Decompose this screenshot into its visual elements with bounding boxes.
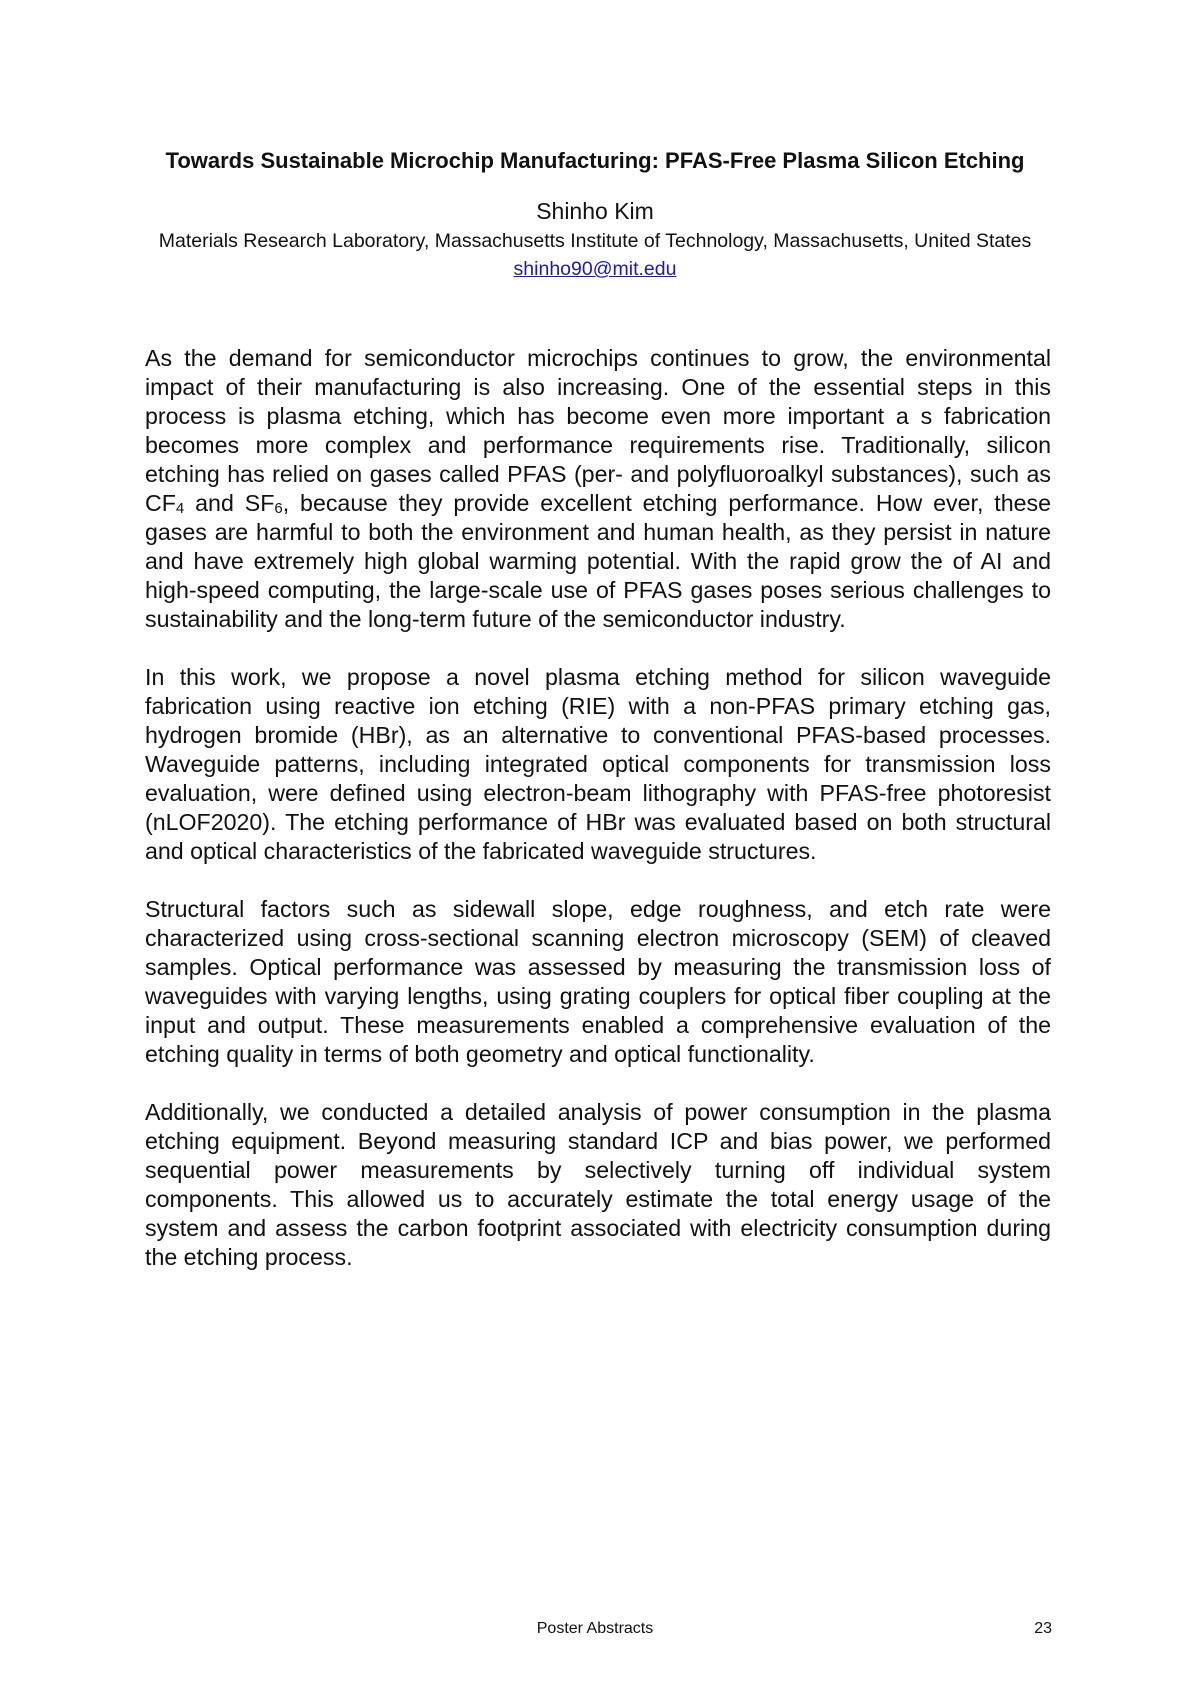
document-title: Towards Sustainable Microchip Manufacturing: PFAS-Free Plasma Silicon Etching bbox=[165, 148, 1025, 173]
paragraph-background bbox=[145, 344, 1051, 634]
abstract-body bbox=[145, 344, 1051, 1301]
paragraph-characterization: Structural factors such as sidewall slope, edge roughness, and etch rate were characterized using cross-sectional scanning electron microscopy (SEM) of cleaved samples. Optical performance was assessed by measuring the transmission loss of waveguides with varying lengths, using grating couplers for optical fiber coupling at the input and output. These measurements enabled a comprehensive evaluation of the etching quality in terms of both geometry and optical functionality. bbox=[145, 896, 1051, 1067]
abstract-header bbox=[145, 146, 1045, 283]
paragraph-background-part-b: and SF bbox=[184, 490, 275, 516]
paragraph-power-analysis: Additionally, we conducted a detailed analysis of power consumption in the plasma etching equipment. Beyond measuring standard ICP and bias power, we performed sequential power measurements by selectively turning off individual system components. This allowed us to accurately estimate the total energy usage of the system and assess the carbon footprint associated with electricity consumption during the etching process. bbox=[145, 1099, 1051, 1270]
sf6-subscript: 6 bbox=[274, 500, 283, 517]
footer-page-number: 23 bbox=[1034, 1620, 1052, 1637]
paragraph-method: In this work, we propose a novel plasma etching method for silicon waveguide fabrication using reactive ion etching (RIE) with a non-PFAS primary etching gas, hydrogen bromide (HBr), as an alternative to conventional PFAS-based processes. Waveguide patterns, including integrated optical components for transmission loss evaluation, were defined using electron-beam lithography with PFAS-free photoresist (nLOF2020). The etching performance of HBr was evaluated based on both structural and optical characteristics of the fabricated waveguide structures. bbox=[145, 664, 1051, 864]
footer-section-label: Poster Abstracts bbox=[536, 1620, 654, 1637]
cf4-subscript: 4 bbox=[175, 500, 185, 517]
paragraph-background-part-a: As the demand for semiconductor microchips continues to grow, the environmental impact of their manufacturing is also increasing. One of the essential steps in this process is plasma etching, which has become even more important a s fabrication becomes more complex and performance requirements rise. Traditionally, silicon etching has relied on gases called PFAS (per- and polyfluoroalkyl substances), such as CF bbox=[145, 345, 1051, 516]
author-email-link[interactable]: shinho90@mit.edu bbox=[513, 258, 677, 280]
paragraph-background-part-c: , because they provide excellent etching performance. How ever, these gases are harmful to both the environment and human health, as they persist in nature and have extremely high global warming potential. With the rapid grow the of AI and high-speed computing, the large-scale use of PFAS gases poses serious challenges to sustainability and the long-term future of the semiconductor industry. bbox=[145, 490, 1052, 632]
author-affiliation bbox=[145, 227, 1045, 283]
affiliation-text: Materials Research Laboratory, Massachusetts Institute of Technology, Massachusetts, United States bbox=[158, 230, 1032, 252]
author-name: Shinho Kim bbox=[536, 198, 654, 224]
